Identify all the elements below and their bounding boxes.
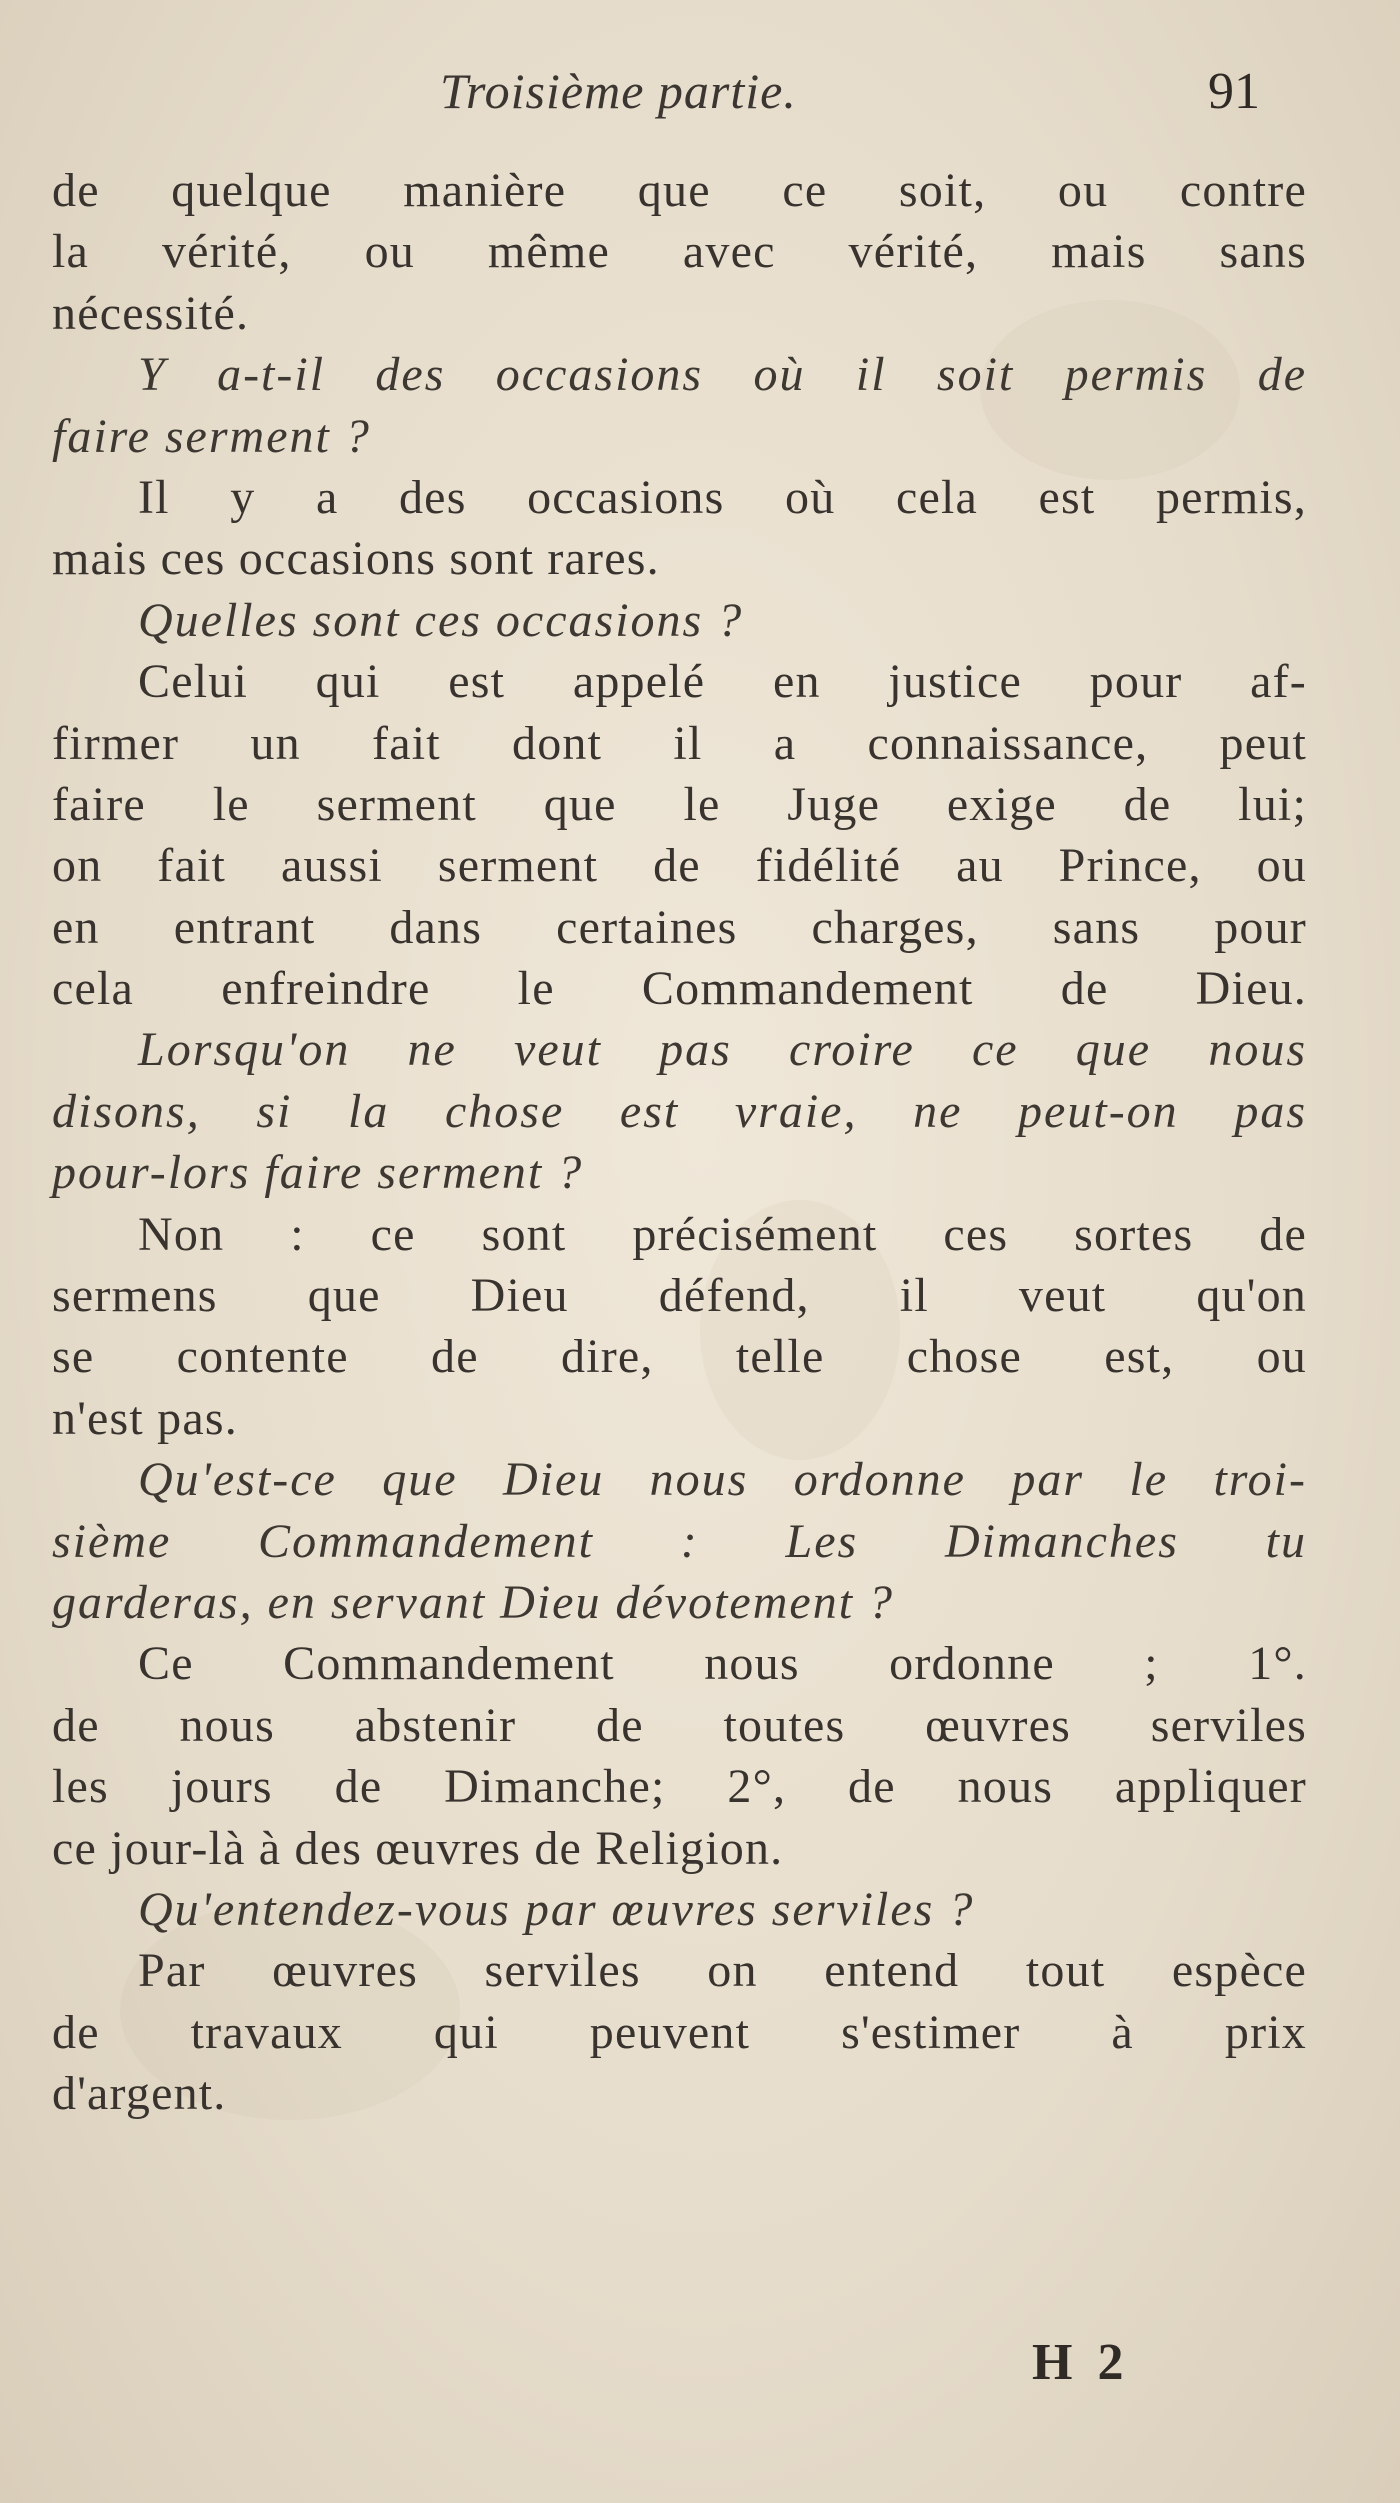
answer-line: en entrant dans certaines charges, sans pour	[52, 900, 1307, 954]
text-line: la vérité, ou même avec vérité, mais sans	[52, 225, 1307, 279]
answer-line: mais ces occasions sont rares.	[52, 532, 660, 586]
question-line: Quelles sont ces occasions ?	[138, 593, 744, 647]
answer-line: n'est pas.	[52, 1391, 238, 1445]
page-number: 91	[1208, 63, 1260, 120]
signature-mark: H 2	[1032, 2334, 1130, 2391]
answer-line: firmer un fait dont il a connaissance, peut	[52, 716, 1307, 770]
answer-line: Celui qui est appelé en justice pour af-	[138, 655, 1307, 709]
question-line: Lorsqu'on ne veut pas croire ce que nous	[138, 1023, 1307, 1077]
answer-line: cela enfreindre le Commandement de Dieu.	[52, 962, 1307, 1016]
answer-line: Non : ce sont précisément ces sortes de	[138, 1207, 1307, 1261]
text-line: de quelque manière que ce soit, ou contre	[52, 164, 1307, 217]
body-text	[52, 160, 1307, 2125]
question-line: Qu'est-ce que Dieu nous ordonne par le troi-	[138, 1453, 1307, 1507]
question-line: Y a-t-il des occasions où il soit permis de	[138, 348, 1307, 402]
answer-line: les jours de Dimanche; 2°, de nous appliquer	[52, 1760, 1307, 1814]
answer-line: Ce Commandement nous ordonne ; 1°.	[138, 1637, 1307, 1691]
question-line: faire serment ?	[52, 409, 371, 463]
answer-line: d'argent.	[52, 2067, 227, 2121]
answer-line: sermens que Dieu défend, il veut qu'on	[52, 1269, 1307, 1323]
question-line: pour-lors faire serment ?	[52, 1146, 584, 1200]
question-line: disons, si la chose est vraie, ne peut-on pas	[52, 1084, 1307, 1138]
answer-line: ce jour-là à des œuvres de Religion.	[52, 1821, 784, 1875]
answer-line: Il y a des occasions où cela est permis,	[138, 470, 1307, 524]
question-line: Qu'entendez-vous par œuvres serviles ?	[138, 1882, 975, 1936]
answer-line: se contente de dire, telle chose est, ou	[52, 1330, 1307, 1384]
question-line: garderas, en servant Dieu dévotement ?	[52, 1575, 895, 1629]
answer-line: de travaux qui peuvent s'estimer à prix	[52, 2005, 1307, 2059]
question-line: sième Commandement : Les Dimanches tu	[52, 1514, 1307, 1568]
answer-line: faire le serment que le Juge exige de lui;	[52, 777, 1307, 831]
answer-line: de nous abstenir de toutes œuvres serviles	[52, 1698, 1307, 1752]
answer-line: Par œuvres serviles on entend tout espèce	[138, 1944, 1307, 1998]
page-header	[0, 62, 1400, 142]
text-line: nécessité.	[52, 286, 250, 340]
running-title: Troisième partie.	[440, 63, 797, 119]
answer-line: on fait aussi serment de fidélité au Prince, ou	[52, 839, 1307, 893]
